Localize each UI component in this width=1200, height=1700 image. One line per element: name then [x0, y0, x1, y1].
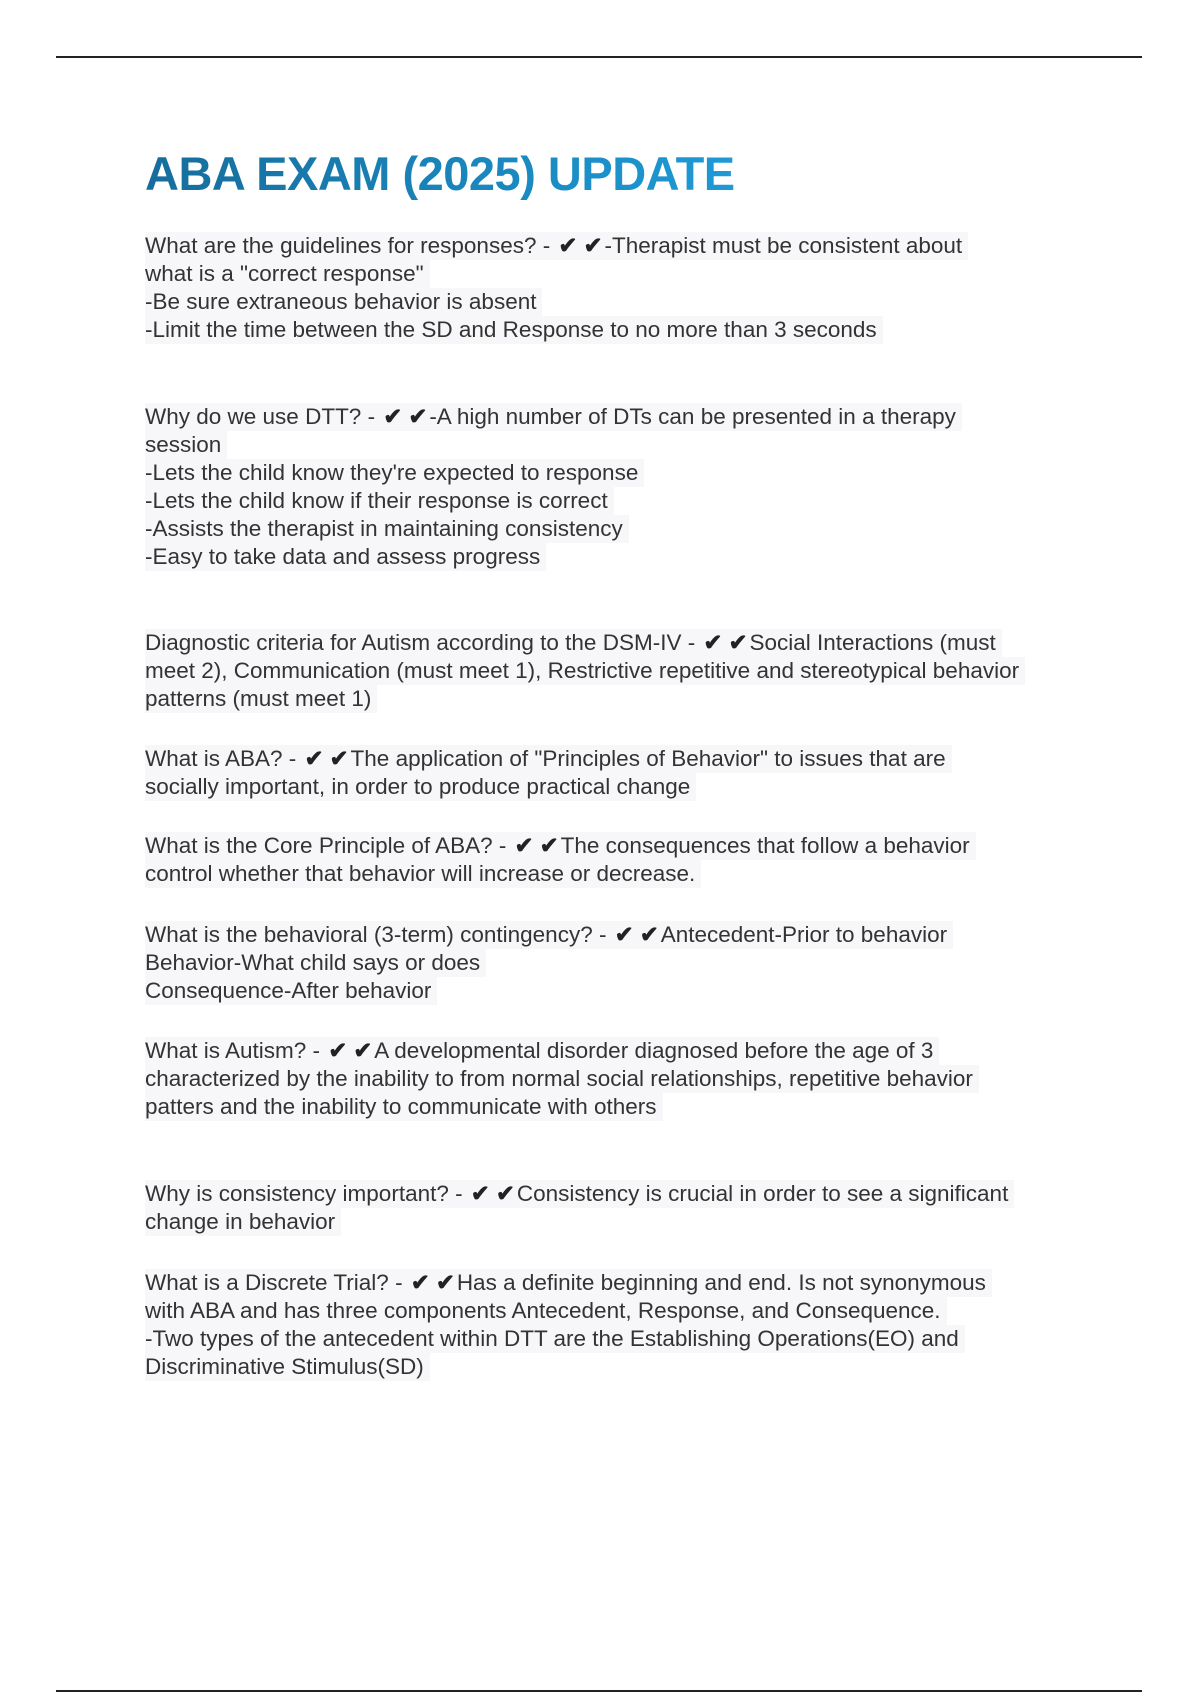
qa-first-line	[145, 232, 968, 260]
double-check-icon: ✔ ✔	[304, 746, 349, 771]
answer-line: session	[145, 431, 227, 459]
answer-line: characterized by the inability to from normal social relationships, repetitive behavior	[145, 1065, 979, 1093]
qa-first-line	[145, 403, 962, 431]
bottom-rule	[56, 1690, 1142, 1692]
question: What is ABA? -	[145, 746, 297, 771]
answer: Consistency is crucial in order to see a significant	[516, 1181, 1009, 1206]
answer-line: with ABA and has three components Antecedent, Response, and Consequence.	[145, 1297, 947, 1325]
qa-first-line	[145, 629, 1002, 657]
qa-item	[145, 403, 962, 571]
document-title: ABA EXAM (2025) UPDATE	[145, 147, 735, 200]
answer-line: -Limit the time between the SD and Response to no more than 3 seconds	[145, 316, 883, 344]
answer: Social Interactions (must	[749, 630, 996, 655]
qa-item	[145, 1269, 992, 1381]
question: What is the behavioral (3-term) contingency? -	[145, 922, 607, 947]
qa-item	[145, 921, 953, 1005]
double-check-icon: ✔ ✔	[470, 1181, 515, 1206]
question: What are the guidelines for responses? -	[145, 233, 551, 258]
answer-line: patters and the inability to communicate with others	[145, 1093, 663, 1121]
qa-item	[145, 1037, 979, 1121]
answer: -A high number of DTs can be presented in a therapy	[429, 404, 956, 429]
answer-line: -Lets the child know if their response is correct	[145, 487, 614, 515]
top-rule	[56, 56, 1142, 58]
answer-line: control whether that behavior will increase or decrease.	[145, 860, 701, 888]
double-check-icon: ✔ ✔	[614, 922, 659, 947]
answer: A developmental disorder diagnosed before the age of 3	[374, 1038, 934, 1063]
answer-line: Behavior-What child says or does	[145, 949, 486, 977]
qa-item	[145, 232, 968, 344]
qa-item	[145, 832, 976, 888]
double-check-icon: ✔ ✔	[558, 233, 603, 258]
answer: The consequences that follow a behavior	[560, 833, 970, 858]
answer: Antecedent-Prior to behavior	[660, 922, 948, 947]
double-check-icon: ✔ ✔	[514, 833, 559, 858]
qa-first-line	[145, 921, 953, 949]
qa-item	[145, 629, 1025, 713]
answer-line: -Be sure extraneous behavior is absent	[145, 288, 542, 316]
question: Why do we use DTT? -	[145, 404, 376, 429]
qa-first-line	[145, 1269, 992, 1297]
answer-line: socially important, in order to produce practical change	[145, 773, 696, 801]
answer-line: what is a "correct response"	[145, 260, 430, 288]
answer-line: -Easy to take data and assess progress	[145, 543, 546, 571]
qa-first-line	[145, 1180, 1014, 1208]
question: What is a Discrete Trial? -	[145, 1270, 403, 1295]
question: Diagnostic criteria for Autism according to the DSM-IV -	[145, 630, 696, 655]
qa-item	[145, 745, 952, 801]
qa-first-line	[145, 745, 952, 773]
answer-line: meet 2), Communication (must meet 1), Restrictive repetitive and stereotypical behavior	[145, 657, 1025, 685]
answer: -Therapist must be consistent about	[604, 233, 963, 258]
question: Why is consistency important? -	[145, 1181, 463, 1206]
question: What is Autism? -	[145, 1038, 321, 1063]
double-check-icon: ✔ ✔	[328, 1038, 373, 1063]
qa-first-line	[145, 832, 976, 860]
answer-line: -Assists the therapist in maintaining consistency	[145, 515, 629, 543]
answer-line: Discriminative Stimulus(SD)	[145, 1353, 430, 1381]
answer-line: -Lets the child know they're expected to response	[145, 459, 644, 487]
answer-line: patterns (must meet 1)	[145, 685, 377, 713]
answer: Has a definite beginning and end. Is not synonymous	[456, 1270, 986, 1295]
answer-line: -Two types of the antecedent within DTT are the Establishing Operations(EO) and	[145, 1325, 965, 1353]
answer-line: Consequence-After behavior	[145, 977, 437, 1005]
answer-line: change in behavior	[145, 1208, 341, 1236]
double-check-icon: ✔ ✔	[410, 1270, 455, 1295]
double-check-icon: ✔ ✔	[383, 404, 428, 429]
question: What is the Core Principle of ABA? -	[145, 833, 507, 858]
qa-first-line	[145, 1037, 939, 1065]
qa-item	[145, 1180, 1014, 1236]
double-check-icon: ✔ ✔	[703, 630, 748, 655]
answer: The application of "Principles of Behavior" to issues that are	[350, 746, 946, 771]
